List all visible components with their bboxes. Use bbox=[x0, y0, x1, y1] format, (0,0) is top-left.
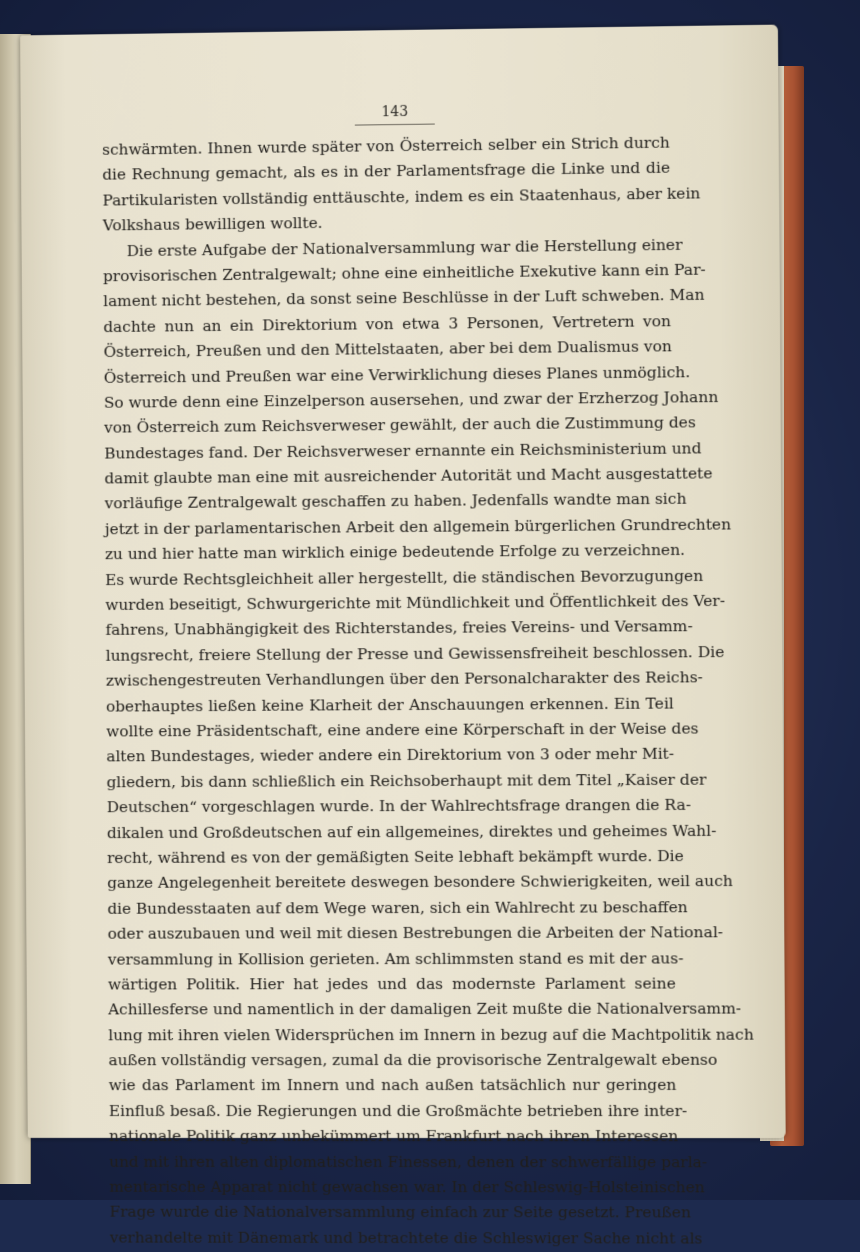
text-line: wärtigen Politik. Hier hat jedes und das modernste Parlament seine bbox=[107, 974, 676, 994]
text-line: mentarische Apparat nicht gewachsen war. In der Schleswig-Holsteinischen bbox=[109, 1177, 705, 1197]
text-line: alten Bundestages, wieder andere ein Direktorium von 3 oder mehr Mit- bbox=[106, 745, 675, 766]
text-line: lungsrecht, freiere Stellung der Presse und Gewissensfreiheit beschlossen. Die bbox=[105, 642, 725, 665]
page-number: 143 bbox=[381, 103, 409, 121]
text-line: oberhauptes ließen keine Klarheit der Anschauungen erkennen. Ein Teil bbox=[105, 694, 674, 716]
text-line: Es wurde Rechtsgleichheit aller hergestellt, die ständischen Bevorzugungen bbox=[105, 566, 704, 589]
text-line: wollte eine Präsidentschaft, eine andere eine Körperschaft in der Weise des bbox=[106, 719, 699, 741]
text-line: außen vollständig versagen, zumal da die provisorische Zentralgewalt ebenso bbox=[108, 1050, 718, 1070]
text-line: wie das Parlament im Innern und nach außen tatsächlich nur geringen bbox=[108, 1076, 677, 1095]
text-line: schwärmten. Ihnen wurde später von Österreich selber ein Strich durch bbox=[102, 133, 670, 159]
text-line: zwischengestreuten Verhandlungen über den Personalcharakter des Reichs- bbox=[105, 668, 703, 690]
text-line: Österreich, Preußen und den Mittelstaaten, aber bei dem Dualismus von bbox=[103, 337, 672, 362]
text-line: lament nicht bestehen, da sonst seine Beschlüsse in der Luft schweben. Man bbox=[103, 286, 705, 311]
paragraph bbox=[102, 131, 701, 239]
text-line: die Bundesstaaten auf dem Wege waren, sich ein Wahlrecht zu beschaffen bbox=[107, 897, 688, 918]
text-line: die Rechnung gemacht, als es in der Parlamentsfrage die Linke und die bbox=[102, 159, 671, 185]
page-number-rule bbox=[355, 124, 435, 126]
text-line: Bundestages fand. Der Reichsverweser ernannte ein Reichsministerium und bbox=[104, 439, 702, 463]
body-text bbox=[102, 131, 754, 1252]
text-line: provisorischen Zentralgewalt; ohne eine einheitliche Exekutive kann ein Par- bbox=[103, 260, 706, 286]
text-line: Deutschen“ vorgeschlagen wurde. In der Wahlrechtsfrage drangen die Ra- bbox=[106, 795, 692, 817]
text-line: damit glaubte man eine mit ausreichender Autorität und Macht ausgestattete bbox=[104, 464, 713, 488]
text-line: von Österreich zum Reichsverweser gewählt, der auch die Zustimmung des bbox=[104, 413, 696, 437]
text-line: dachte nun an ein Direktorium von etwa 3 Personen, Vertretern von bbox=[103, 311, 672, 336]
text-line: Partikularisten vollständig enttäuschte, indem es ein Staatenhaus, aber kein bbox=[102, 184, 701, 210]
text-line: lung mit ihren vielen Widersprüchen im Innern in bezug auf die Machtpolitik nach bbox=[108, 1025, 754, 1044]
text-line: recht, während es von der gemäßigten Seite lebhaft bekämpft wurde. Die bbox=[107, 846, 684, 867]
text-line: fahrens, Unabhängigkeit des Richterstandes, freies Vereins- und Versamm- bbox=[105, 617, 693, 640]
text-line: Die erste Aufgabe der Nationalversammlung war die Herstellung einer bbox=[126, 235, 683, 260]
text-line: wurden beseitigt, Schwurgerichte mit Mündlichkeit und Öffentlichkeit des Ver- bbox=[105, 591, 726, 614]
text-line: dikalen und Großdeutschen auf ein allgemeines, direktes und geheimes Wahl- bbox=[106, 821, 717, 842]
text-line: jetzt in der parlamentarischen Arbeit den allgemein bürgerlichen Grundrechten bbox=[104, 515, 732, 539]
text-line: und mit ihren alten diplomatischen Finessen, denen der schwerfällige parla- bbox=[109, 1152, 708, 1171]
text-line: oder auszubauen und weil mit diesen Bestrebungen die Arbeiten der National- bbox=[107, 923, 724, 943]
text-line: Frage wurde die Nationalversammlung einfach zur Seite gesetzt. Preußen bbox=[109, 1203, 692, 1222]
text-line: gliedern, bis dann schließlich ein Reichsoberhaupt mit dem Titel „Kaiser der bbox=[106, 770, 707, 792]
text-line: nationale Politik ganz unbekümmert um Frankfurt nach ihren Interessen bbox=[108, 1127, 679, 1146]
text-line: ganze Angelegenheit bereitete deswegen besondere Schwierigkeiten, weil auch bbox=[107, 872, 733, 893]
text-line: versammlung in Kollision gerieten. Am schlimmsten stand es mit der aus- bbox=[107, 948, 684, 969]
text-line: Einfluß besaß. Die Regierungen und die Großmächte betrieben ihre inter- bbox=[108, 1101, 688, 1120]
text-line: Achillesferse und namentlich in der damaligen Zeit mußte die Nationalversamm- bbox=[108, 999, 742, 1019]
text-line: zu und hier hatte man wirklich einige bedeutende Erfolge zu verzeichnen. bbox=[104, 541, 686, 564]
book-page bbox=[20, 25, 786, 1248]
text-line: Österreich und Preußen war eine Verwirklichung dieses Planes unmöglich. bbox=[103, 362, 691, 387]
text-line: Volkshaus bewilligen wollte. bbox=[102, 214, 323, 235]
paragraph bbox=[103, 232, 754, 1251]
text-line: verhandelte mit Dänemark und betrachtete die Schleswiger Sache nicht als bbox=[109, 1228, 703, 1248]
text-line: vorläufige Zentralgewalt geschaffen zu haben. Jedenfalls wandte man sich bbox=[104, 490, 687, 513]
text-line: So wurde denn eine Einzelperson ausersehen, und zwar der Erzherzog Johann bbox=[103, 387, 719, 412]
